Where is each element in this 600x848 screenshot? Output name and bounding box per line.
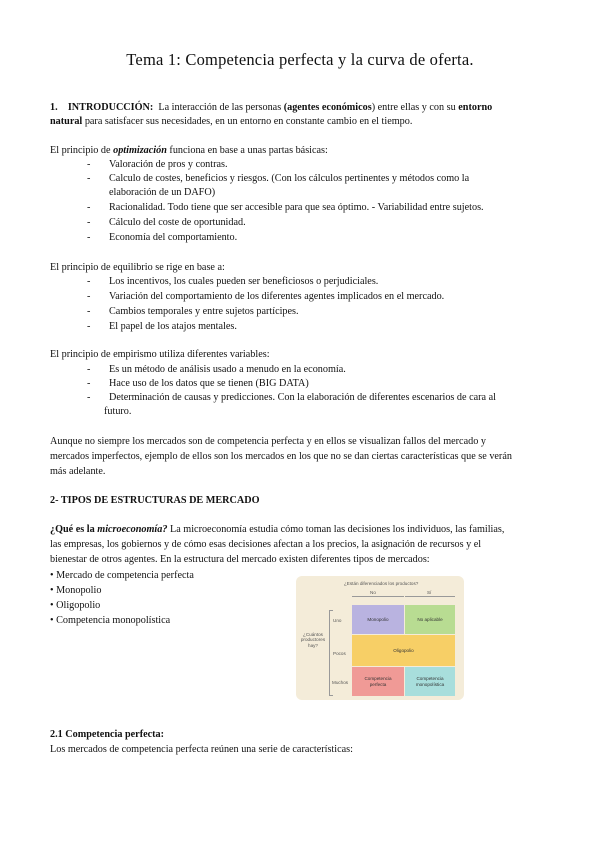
closing-line: Aunque no siempre los mercados son de competencia perfecta y en ellos se visualizan fallos del mercado y <box>50 436 486 447</box>
intro-paragraph-line2 <box>50 115 412 129</box>
section21-heading <box>50 728 164 742</box>
closing-line: más adelante. <box>50 466 106 477</box>
microeconomia-question-italic: microeconomía? <box>97 524 168 535</box>
cell-competencia-monopolistica: Competencia monopolística <box>405 667 455 696</box>
bullet-text: Monopolio <box>56 585 102 596</box>
list-item-text: Variación del comportamiento de los diferentes agentes implicados en el mercado. <box>109 291 445 302</box>
cell-competencia-perfecta: Competencia perfecta <box>352 667 404 696</box>
section2-line2: las empresas, los gobiernos y de cómo esas decisiones afectan a los precios, la asignación de recursos y el <box>50 539 482 550</box>
empirismo-intro: El principio de empirismo utiliza diferentes variables: <box>50 349 270 360</box>
cell-monopolio: Monopolio <box>352 605 404 634</box>
text: funciona en base a unas partas básicas: <box>166 145 328 156</box>
list-item-text: Racionalidad. Todo tiene que ser accesible para que sea óptimo. - Variabilidad entre sujetos. <box>109 202 484 213</box>
intro-text: ) entre ellas y con su <box>371 102 459 113</box>
section21-text: Los mercados de competencia perfecta reúnen una serie de características: <box>50 744 353 755</box>
intro-paragraph-line1 <box>50 101 492 115</box>
list-item-text: Determinación de causas y predicciones. Con la elaboración de diferentes escenarios de cara al <box>109 392 496 403</box>
section2-heading-text: 2- TIPOS DE ESTRUCTURAS DE MERCADO <box>50 495 260 506</box>
bullet-text: Competencia monopolística <box>56 615 171 626</box>
diagram-col-line <box>405 596 455 597</box>
cell-oligopolio: Oligopolio <box>352 635 455 666</box>
section21-heading-text: 2.1 Competencia perfecta: <box>50 729 165 740</box>
diagram-col-si: Sí <box>427 590 432 595</box>
diagram-col-no: No <box>370 590 376 595</box>
intro-number: 1. <box>50 102 58 113</box>
intro-bold-natural: natural <box>50 116 83 127</box>
diagram-brace <box>329 610 333 696</box>
list-item-text: Cambios temporales y entre sujetos partícipes. <box>109 306 299 317</box>
bullet-text: Mercado de competencia perfecta <box>56 570 194 581</box>
section2-line1 <box>50 523 504 537</box>
equilibrio-intro: El principio de equilibrio se rige en base a: <box>50 262 225 273</box>
page-title: Tema 1: Competencia perfecta y la curva de oferta. <box>126 50 474 69</box>
closing-line: mercados imperfectos, ejemplo de ellos son los mercados en los que no se dan ciertas características que se verán <box>50 451 512 462</box>
list-item-text: Es un método de análisis usado a menudo en la economía. <box>109 364 346 375</box>
intro-text: La interacción de las personas <box>158 102 284 113</box>
list-item-text: Valoración de pros y contras. <box>109 159 228 170</box>
diagram-row-pocos: Pocos <box>333 651 346 656</box>
intro-bold-agentes: (agentes económicos <box>283 102 372 113</box>
list-item-text: Economía del comportamiento. <box>109 232 238 243</box>
diagram-row-muchos: Muchos <box>332 680 349 685</box>
list-item-continuation: elaboración de un DAFO) <box>109 187 216 198</box>
bullet-item: • Mercado de competencia perfecta <box>50 570 194 581</box>
text: El principio de <box>50 145 114 156</box>
microeconomia-question: ¿Qué es la <box>50 524 98 535</box>
cell-no-aplicable: No aplicable <box>405 605 455 634</box>
diagram-side-label: ¿Cuántos productores hay? <box>300 632 326 648</box>
list-item-text: Hace uso de los datos que se tienen (BIG DATA) <box>109 378 309 389</box>
bullet-item: • Competencia monopolística <box>50 615 171 626</box>
intro-bold-entorno: entorno <box>458 102 493 113</box>
optimizacion-bold: optimización <box>113 145 167 156</box>
bullet-item: • Monopolio <box>50 585 102 596</box>
bullet-item: • Oligopolio <box>50 600 101 611</box>
bullet-text: Oligopolio <box>56 600 101 611</box>
list-item-text: El papel de los atajos mentales. <box>109 321 237 332</box>
list-item-text: Cálculo del coste de oportunidad. <box>109 217 246 228</box>
diagram-top-title: ¿Están diferenciados los productos? <box>344 581 419 586</box>
list-item-text: Calculo de costes, beneficios y riesgos. (Con los cálculos pertinentes y métodos como la <box>109 173 470 184</box>
intro-heading: INTRODUCCIÓN: <box>67 102 154 113</box>
text: La microeconomía estudia cómo toman las decisiones los individuos, las familias, <box>167 524 505 535</box>
list-item-continuation: futuro. <box>104 406 132 417</box>
list-item-text: Los incentivos, los cuales pueden ser beneficiosos o perjudiciales. <box>109 276 379 287</box>
section2-line3: bienestar de otros agentes. En la estructura del mercado existen diferentes tipos de mercados: <box>50 554 430 565</box>
market-structure-diagram <box>296 576 464 700</box>
diagram-col-line <box>352 596 404 597</box>
optimizacion-intro <box>50 144 328 158</box>
section2-heading <box>50 494 260 508</box>
diagram-row-uno: Uno <box>333 618 342 623</box>
intro-text: para satisfacer sus necesidades, en un entorno en constante cambio en el tiempo. <box>82 116 413 127</box>
